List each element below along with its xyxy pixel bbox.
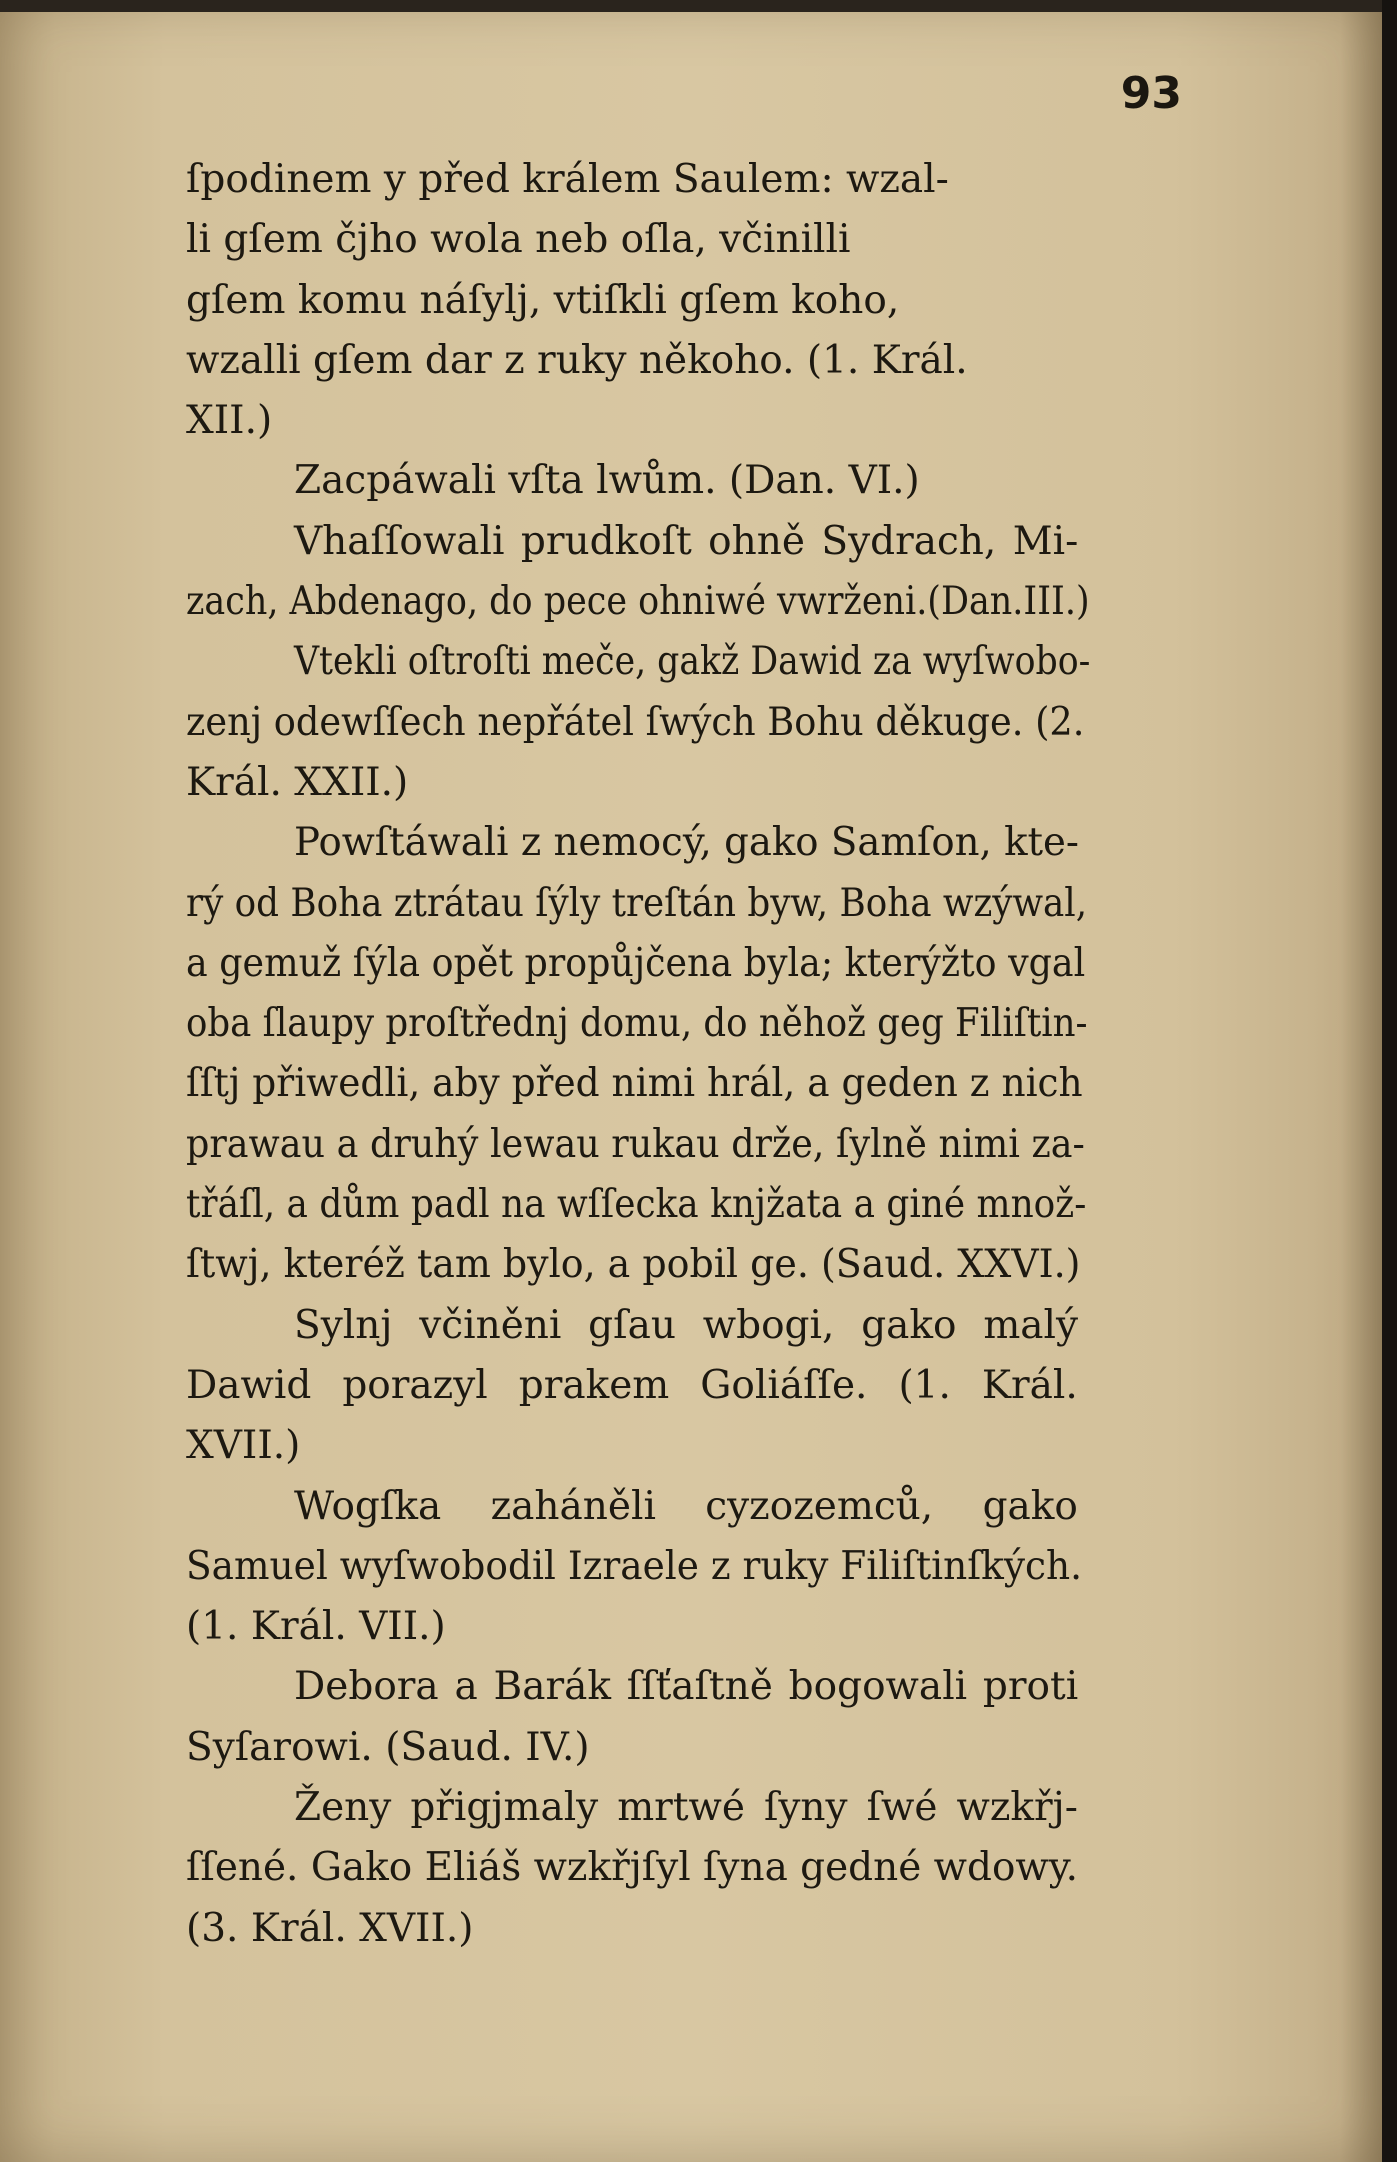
- text-line: zach, Abdenago, do pece ohniwé vwrženi.(Dan.III.): [186, 579, 1090, 625]
- text-line: Král. XXII.): [186, 759, 409, 805]
- text-line: Zacpáwali vſta lwům. (Dan. VI.): [294, 458, 920, 504]
- text-line: třáſl, a dům padl na wſſecka knjžata a giné množ-: [186, 1182, 1087, 1228]
- text-line: Powſtáwali z nemocý, gako Samſon, kte-: [294, 820, 1079, 866]
- page-number: 93: [1120, 68, 1182, 119]
- paragraph: [186, 1296, 1186, 1477]
- paragraph: [186, 632, 1186, 813]
- binding-edge: [1382, 0, 1397, 2162]
- text-line: ſpodinem y před králem Saulem: wzal-: [186, 157, 949, 202]
- text-line: (3. Král. XVII.): [186, 1905, 474, 1951]
- text-line: Sylnj včiněni gſau wbogi, gako malý: [294, 1302, 1079, 1348]
- text-line: Vhaſſowali prudkoſt ohně Sydrach, Mi-: [294, 518, 1079, 564]
- text-line: Wogſka zaháněli cyzozemců, gako: [294, 1483, 1078, 1529]
- text-line: rý od Boha ztrátau ſýly treſtán byw, Boha wzýwal,: [186, 880, 1088, 926]
- paragraph: [186, 1657, 1186, 1778]
- text-line: wzalli gſem dar z ruky někoho. (1. Král.: [186, 337, 968, 383]
- text-line: Ženy přigjmaly mrtwé ſyny ſwé wzkřj-: [294, 1785, 1078, 1831]
- text-line: ſſtj přiwedli, aby před nimi hrál, a geden z nich: [186, 1061, 1083, 1107]
- text-line: Syſarowi. (Saud. IV.): [186, 1724, 590, 1770]
- paragraph: [186, 512, 1186, 633]
- paragraph: [186, 150, 1186, 451]
- paragraph: [186, 1477, 1186, 1658]
- text-line: ſtwj, kteréž tam bylo, a pobil ge. (Saud. XXVI.): [186, 1242, 1081, 1288]
- text-line: Samuel wyſwobodil Izraele z ruky Filiſtinſkých.: [186, 1543, 1083, 1589]
- text-line: a gemuž ſýla opět propůjčena byla; kterýžto vgal: [186, 940, 1086, 986]
- text-line: gſem komu náſylj, vtiſkli gſem koho,: [186, 277, 900, 323]
- paragraph: [186, 813, 1186, 1295]
- paragraph: [186, 451, 1186, 511]
- text-line: li gſem čjho wola neb oſla, včinilli: [186, 217, 851, 263]
- text-line: Dawid porazyl prakem Goliáſſe. (1. Král.: [186, 1362, 1078, 1408]
- text-line: prawau a druhý lewau rukau drže, ſylně nimi za-: [186, 1121, 1085, 1167]
- body-text: [186, 150, 1186, 1959]
- text-line: Debora a Barák ſſťaſtně bogowali proti: [294, 1664, 1079, 1710]
- paragraph: [186, 1778, 1186, 1959]
- text-line: XII.): [186, 398, 273, 444]
- text-line: ſſené. Gako Eliáš wzkřjſyl ſyna gedné wdowy.: [186, 1845, 1078, 1891]
- text-line: XVII.): [186, 1423, 301, 1469]
- text-line: oba ſlaupy proſtřednj domu, do něhož geg Filiſtin-: [186, 1001, 1088, 1047]
- text-line: (1. Král. VII.): [186, 1604, 446, 1650]
- text-line: Vtekli oſtroſti meče, gakž Dawid za wyſwobo-: [294, 639, 1091, 685]
- text-line: zenj odewſſech nepřátel ſwých Bohu děkuge. (2.: [186, 699, 1085, 745]
